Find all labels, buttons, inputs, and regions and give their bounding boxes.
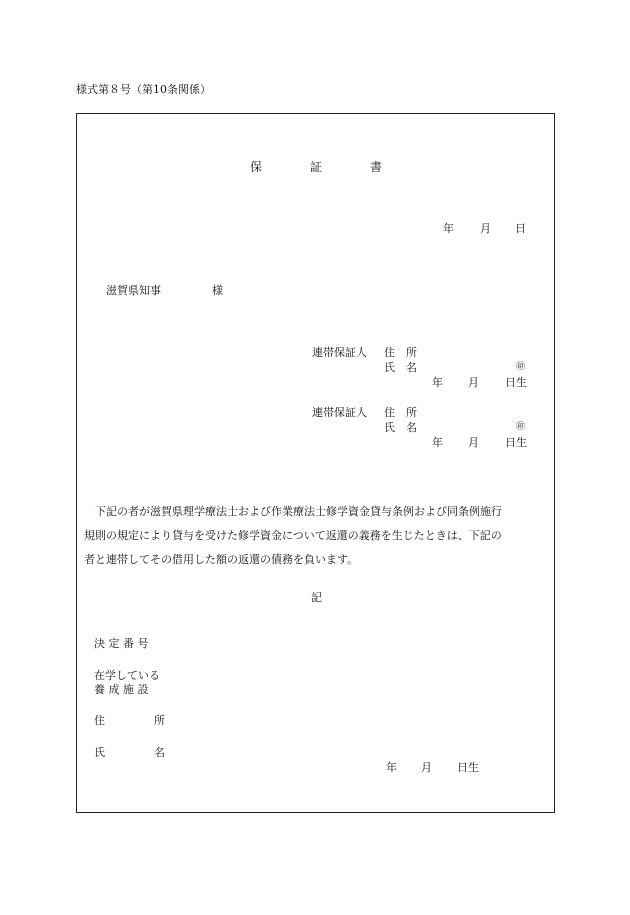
guarantee-statement — [84, 500, 554, 572]
birth-month-label: 月 — [468, 376, 479, 389]
guarantor-address-label: 住 所 — [384, 406, 417, 419]
guarantor-name-label: 氏 名 — [384, 421, 417, 434]
birth-year-label: 年 — [386, 761, 397, 774]
school-label-line2: 養 成 施 設 — [94, 683, 149, 696]
date-month-label: 月 — [480, 222, 491, 235]
guarantor-name-label: 氏 名 — [384, 361, 417, 374]
seal-mark: ㊞ — [516, 422, 526, 432]
guarantor-role: 連帯保証人 — [312, 406, 367, 419]
guarantor-role: 連帯保証人 — [312, 346, 367, 359]
title-char-1: 保 — [250, 160, 263, 174]
school-label-line1: 在学している — [94, 669, 160, 682]
address-label-left: 住 — [94, 714, 105, 727]
birth-day-label: 日生 — [505, 436, 527, 449]
title-char-3: 書 — [370, 160, 383, 174]
addressee-honorific: 様 — [212, 284, 223, 297]
statement-line: 規則の規定により貸与を受けた修学資金について返還の義務を生じたときは、下記の — [84, 529, 502, 542]
title-char-2: 証 — [310, 160, 323, 174]
addressee-name: 滋賀県知事 — [106, 284, 161, 297]
birth-year-label: 年 — [432, 376, 443, 389]
guarantor-address-label: 住 所 — [384, 346, 417, 359]
address-label-right: 所 — [154, 714, 165, 727]
date-day-label: 日 — [515, 222, 526, 235]
form-frame — [76, 113, 555, 813]
birth-year-label: 年 — [432, 436, 443, 449]
statement-line: 下記の者が滋賀県理学療法士および作業療法士修学資金貸与条例および同条例施行 — [84, 505, 502, 518]
statement-line: 者と連帯してその借用した額の返還の債務を負います。 — [84, 553, 359, 566]
name-label-left: 氏 — [94, 746, 105, 759]
date-year-label: 年 — [443, 222, 454, 235]
birth-day-label: 日生 — [505, 376, 527, 389]
ki-heading: 記 — [311, 591, 322, 604]
form-number: 様式第８号（第10条関係） — [76, 83, 211, 96]
seal-mark: ㊞ — [516, 362, 526, 372]
name-label-right: 名 — [154, 746, 165, 759]
birth-month-label: 月 — [468, 436, 479, 449]
birth-day-label: 日生 — [457, 761, 479, 774]
birth-month-label: 月 — [421, 761, 432, 774]
decision-number-label: 決 定 番 号 — [94, 637, 149, 650]
